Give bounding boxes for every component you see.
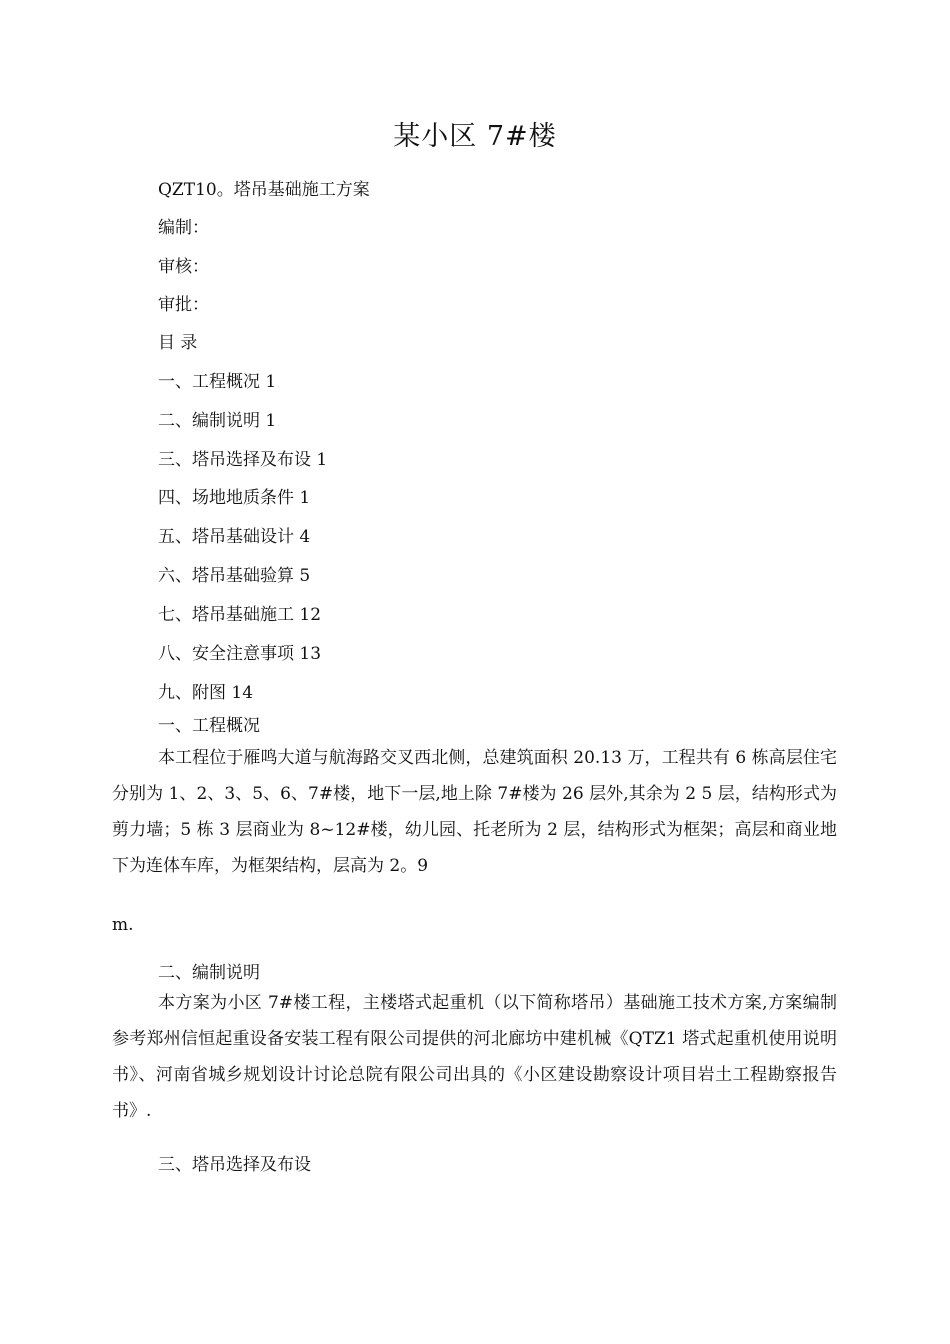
toc-item: 二、编制说明 1 (158, 411, 277, 431)
toc-item: 一、工程概况 1 (158, 372, 277, 392)
toc-item: 六、塔吊基础验算 5 (158, 566, 311, 586)
toc-item: 七、塔吊基础施工 12 (158, 605, 322, 625)
approved-by-label: 审批： (158, 295, 209, 315)
document-title: 某小区 7#楼 (393, 121, 557, 152)
toc-item: 八、安全注意事项 13 (158, 644, 322, 664)
toc-item: 四、场地地质条件 1 (158, 488, 311, 508)
section-paragraph: 本方案为小区 7#楼工程，主楼塔式起重机（以下简称塔吊）基础施工技术方案,方案编制参考郑州信恒起重设备安装工程有限公司提供的河北廊坊中建机械《QTZ1 塔式起重机使用说明书》、河南省城乡规划设计讨论总院有限公司出具的《小区建设勘察设计项目岩土工程勘察报告书》. (112, 993, 837, 1121)
toc-item: 九、附图 14 (158, 683, 254, 703)
reviewed-by-label: 审核： (158, 257, 209, 277)
paragraph-tail: m. (112, 915, 134, 935)
toc-item: 五、塔吊基础设计 4 (158, 527, 311, 547)
toc-item: 三、塔吊选择及布设 1 (158, 450, 328, 470)
section-heading: 三、塔吊选择及布设 (158, 1155, 311, 1175)
toc-heading: 目 录 (158, 333, 198, 353)
document-subtitle: QZT10。塔吊基础施工方案 (158, 180, 370, 200)
section-heading: 二、编制说明 (158, 963, 260, 983)
section-paragraph: 本工程位于雁鸣大道与航海路交叉西北侧，总建筑面积 20.13 万，工程共有 6 栋高层住宅分别为 1、2、3、5、6、7#楼，地下一层,地上除 7#楼为 26 层外,其余为 2 5 层，结构形式为剪力墙；5 栋 3 层商业为 8~12#楼，幼儿园、托老所为 2 层，结构形式为框架；高层和商业地下为连体车库，为框架结构，层高为 2。9 (112, 748, 837, 876)
section-heading: 一、工程概况 (158, 716, 260, 736)
compiled-by-label: 编制： (158, 218, 209, 238)
